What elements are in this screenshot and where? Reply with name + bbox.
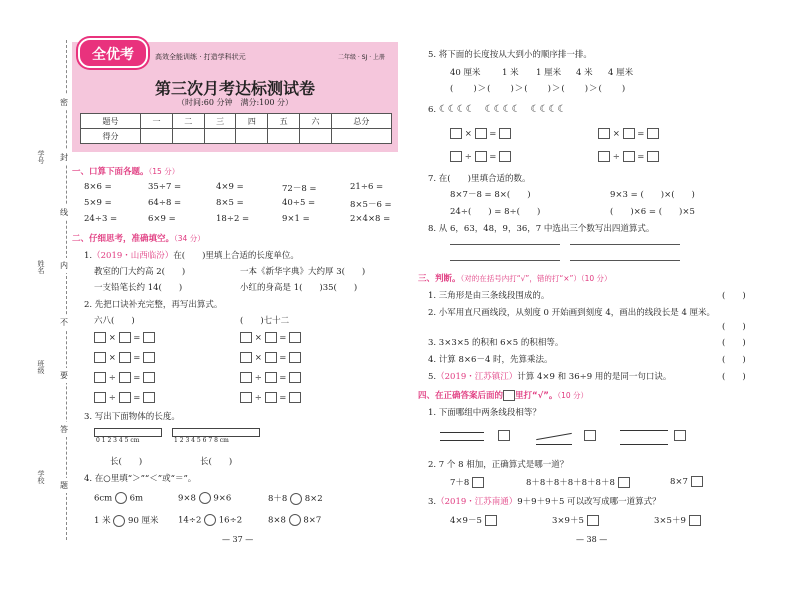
calc-item: 24÷3 =	[84, 214, 118, 224]
compare-right: 8×7	[303, 515, 322, 526]
fill-item: 小红的身高是 1( )35( )	[240, 283, 358, 293]
option-checkbox[interactable]	[618, 477, 630, 488]
question-2-4: 4. 在○里填“＞”“＜”或“＝”。	[84, 474, 197, 484]
compare-left: 9×8	[178, 493, 196, 504]
ruler-object-1	[94, 428, 162, 437]
judge-paren[interactable]: ( )	[722, 338, 746, 348]
page-number-left: — 37 —	[222, 535, 254, 544]
question-text: 9＋9＋9＋5 可以改写成哪一道算式？	[517, 497, 661, 507]
op: ×	[612, 129, 620, 139]
answer-box[interactable]	[265, 352, 277, 363]
option-checkbox[interactable]	[674, 430, 686, 441]
compare-left: 8＋8	[268, 494, 288, 504]
binding-char: 题	[60, 478, 68, 493]
judge-paren[interactable]: ( )	[722, 291, 746, 301]
op: =	[279, 333, 287, 343]
compare-right: 16÷2	[218, 515, 243, 526]
answer-box[interactable]	[289, 332, 301, 343]
answer-box[interactable]	[623, 128, 635, 139]
section-score: （10 分）	[557, 391, 589, 400]
ruler-scale: 1 2 3 4 5 6 7 8 cm	[174, 437, 229, 444]
compare-item	[94, 514, 159, 527]
op: =	[133, 353, 141, 363]
section-4-title	[418, 389, 588, 401]
op: ×	[464, 129, 472, 139]
compare-right: 90 厘米	[128, 516, 159, 526]
compare-left: 1 米	[94, 516, 111, 526]
calc-item: 8×5 =	[216, 198, 244, 208]
question-5: 5. 将下面的长度按从大到小的顺序排一排。	[428, 50, 592, 60]
answer-line[interactable]	[450, 244, 560, 245]
answer-box[interactable]	[143, 352, 155, 363]
question-2-1	[84, 249, 299, 261]
score-cell[interactable]	[300, 129, 332, 144]
answer-box[interactable]	[240, 332, 252, 343]
question-text: 计算 4×9 和 36÷9 用的是同一句口诀。	[517, 372, 672, 382]
option-text: 8＋8＋8＋8＋8＋8＋8	[526, 478, 615, 488]
fill-item: 一本《新华字典》大约厚 3( )	[240, 267, 366, 277]
question-number: 6.	[428, 105, 437, 115]
answer-box[interactable]	[265, 372, 277, 383]
section-1-title	[72, 165, 179, 177]
page-title: 第三次月考达标测试卷	[154, 79, 315, 98]
section-title-text: 四、在正确答案后面的	[418, 391, 504, 401]
box-equation	[94, 392, 155, 403]
op: ×	[108, 333, 116, 343]
ruler-object-2	[172, 428, 260, 437]
answer-box[interactable]	[143, 332, 155, 343]
judge-item: 3. 3×3×5 的积和 6×5 的积相等。	[428, 338, 564, 348]
score-cell[interactable]	[204, 129, 236, 144]
compare-circle[interactable]	[204, 514, 216, 526]
fill-item: 一支铅笔长约 14( )	[94, 283, 183, 293]
op: =	[133, 393, 141, 403]
answer-box[interactable]	[94, 352, 106, 363]
segment-b2	[536, 444, 572, 445]
score-header: 题号	[81, 114, 141, 129]
op: =	[133, 373, 141, 383]
op: ÷	[108, 393, 116, 403]
score-cell[interactable]	[172, 129, 204, 144]
question-6	[428, 100, 566, 115]
compare-right: 8×2	[304, 494, 323, 504]
box-equation	[94, 372, 155, 383]
calc-item: 9×1 =	[282, 214, 310, 224]
calc-item: 8×6 =	[84, 182, 112, 192]
calc-item: 64÷8 =	[148, 198, 182, 208]
op: =	[637, 152, 645, 162]
binding-char: 要	[60, 368, 68, 383]
score-cell[interactable]	[268, 129, 300, 144]
question-text: 在( )里填上合适的长度单位。	[173, 251, 299, 261]
compare-item	[268, 492, 323, 505]
section-3-title	[418, 272, 612, 284]
answer-box[interactable]	[119, 372, 131, 383]
length-item: 4 厘米	[608, 68, 634, 78]
calc-item: 4×9 =	[216, 182, 244, 192]
op: ×	[254, 333, 262, 343]
calc-item: 18÷2 =	[216, 214, 250, 224]
binding-char: 内	[60, 258, 68, 273]
section-title-text: 里打“√”。	[515, 391, 558, 401]
op: ×	[108, 353, 116, 363]
checkbox-icon	[503, 390, 515, 401]
judge-paren[interactable]: ( )	[722, 322, 746, 332]
box-equation	[240, 372, 301, 383]
answer-box[interactable]	[265, 332, 277, 343]
op: =	[279, 353, 287, 363]
option-text: 7＋8	[450, 478, 470, 488]
op: =	[279, 393, 287, 403]
chant-left: 六八( )	[94, 316, 135, 326]
box-equation	[94, 332, 155, 343]
option-text: 3×5＋9	[654, 516, 686, 526]
op: =	[133, 333, 141, 343]
chant-right: ( )七十二	[240, 316, 290, 326]
compare-item	[178, 514, 242, 526]
segment-b1	[536, 433, 572, 440]
question-4-3	[428, 495, 661, 507]
option-item	[654, 514, 701, 526]
option-checkbox[interactable]	[584, 430, 596, 441]
question-4-2: 2. 7 个 8 相加，正确算式是哪一道？	[428, 460, 569, 470]
binding-char: 线	[60, 205, 68, 220]
box-equation	[450, 128, 511, 139]
answer-box[interactable]	[499, 128, 511, 139]
compare-circle[interactable]	[113, 515, 125, 527]
answer-box[interactable]	[94, 332, 106, 343]
calc-item: 72－8 =	[282, 184, 317, 194]
fill-item: 24÷( ) = 8÷( )	[450, 207, 541, 217]
section-score: （15 分）	[148, 167, 180, 176]
calc-item: 2×4×8 =	[350, 214, 391, 224]
segment-c1	[620, 430, 668, 431]
binding-char: 封	[60, 150, 68, 165]
answer-box[interactable]	[450, 151, 462, 162]
score-header: 三	[204, 114, 236, 129]
box-equation	[94, 352, 155, 363]
answer-box[interactable]	[94, 372, 106, 383]
binding-char: 密	[60, 95, 68, 110]
ruler-scale: 0 1 2 3 4 5 cm	[96, 437, 140, 444]
question-number: 3.	[428, 497, 437, 507]
score-header: 一	[141, 114, 173, 129]
answer-box[interactable]	[240, 392, 252, 403]
length-item: 1 米	[502, 68, 519, 78]
score-header: 二	[172, 114, 204, 129]
answer-box[interactable]	[143, 372, 155, 383]
answer-box[interactable]	[240, 352, 252, 363]
box-equation	[450, 151, 511, 162]
segment-a2	[440, 440, 484, 441]
binding-margin	[0, 0, 70, 589]
score-cell[interactable]	[236, 129, 268, 144]
binding-char: 不	[60, 315, 68, 330]
section-title-text: 三、判断。	[418, 274, 461, 284]
fill-item: ( )×6 = ( )×5	[610, 207, 695, 217]
box-equation	[240, 352, 301, 363]
score-header: 六	[300, 114, 332, 129]
compare-circle[interactable]	[115, 492, 127, 504]
option-checkbox[interactable]	[587, 515, 599, 526]
section-score: （34 分）	[174, 234, 205, 243]
page-subtitle: （时间:60 分钟 满分:100 分）	[177, 98, 293, 107]
op: ÷	[108, 373, 116, 383]
op: =	[637, 129, 645, 139]
label-class: 班级	[37, 360, 45, 374]
question-number: 5.	[428, 372, 437, 382]
judge-item	[428, 370, 671, 382]
answer-box[interactable]	[289, 392, 301, 403]
compare-left: 8×8	[268, 515, 286, 526]
op: =	[489, 129, 497, 139]
order-blanks: ( )＞( )＞( )＞( )＞( )	[450, 84, 627, 94]
op: ÷	[464, 152, 472, 162]
fill-item: 9×3 = ( )×( )	[610, 190, 695, 200]
compare-left: 6cm	[94, 493, 113, 504]
length-item: 40 厘米	[450, 68, 481, 78]
answer-box[interactable]	[623, 151, 635, 162]
answer-box[interactable]	[647, 151, 659, 162]
score-cell[interactable]	[331, 129, 391, 144]
op: ÷	[612, 152, 620, 162]
score-table	[80, 113, 392, 144]
answer-box[interactable]	[475, 128, 487, 139]
score-cell[interactable]	[141, 129, 173, 144]
answer-box[interactable]	[143, 392, 155, 403]
op: ×	[254, 353, 262, 363]
question-2-3: 3. 写出下面物体的长度。	[84, 412, 180, 422]
brand-logo: 全优考	[78, 38, 148, 68]
op: ÷	[254, 393, 262, 403]
option-item	[552, 514, 599, 526]
answer-box[interactable]	[240, 372, 252, 383]
compare-item	[94, 492, 143, 504]
answer-box[interactable]	[598, 128, 610, 139]
fill-item: 8×7－8 = 8×( )	[450, 190, 531, 200]
question-4-1: 1. 下面哪组中两条线段相等？	[428, 408, 541, 418]
calc-item: 35÷7 =	[148, 182, 182, 192]
compare-right: 6m	[129, 493, 144, 504]
score-header: 总分	[331, 114, 391, 129]
label-school: 学校	[37, 470, 45, 484]
length-answer: 长( )	[200, 457, 233, 467]
op: ÷	[254, 373, 262, 383]
judge-paren[interactable]: ( )	[722, 355, 746, 365]
binding-char: 答	[60, 422, 68, 437]
box-equation	[598, 151, 659, 162]
section-title-text: 二、仔细思考，准确填空。	[72, 234, 175, 244]
calc-item: 8×5－6 =	[350, 200, 392, 210]
calc-item: 5×9 =	[84, 198, 112, 208]
compare-circle[interactable]	[289, 514, 301, 526]
compare-circle[interactable]	[290, 493, 302, 505]
question-number: 1.	[84, 251, 93, 261]
compare-left: 14÷2	[178, 515, 202, 526]
segment-a1	[440, 432, 484, 433]
calc-item: 40÷5 =	[282, 198, 316, 208]
answer-box[interactable]	[265, 392, 277, 403]
judge-item: 2. 小军用直尺画线段，从刻度 0 开始画到刻度 4，画出的线段长是 4 厘米。	[428, 308, 716, 318]
length-item: 1 厘米	[536, 68, 562, 78]
compare-item	[268, 514, 321, 526]
answer-box[interactable]	[119, 392, 131, 403]
length-item: 4 米	[576, 68, 593, 78]
calc-item: 21÷6 =	[350, 182, 384, 192]
box-equation	[240, 332, 301, 343]
score-header: 四	[236, 114, 268, 129]
section-2-title	[72, 232, 205, 244]
option-item	[450, 514, 497, 526]
segment-c2	[620, 444, 668, 445]
op: =	[279, 373, 287, 383]
calc-item: 6×9 =	[148, 214, 176, 224]
answer-box[interactable]	[450, 128, 462, 139]
option-item	[450, 476, 484, 488]
section-title-text: 一、口算下面各题。	[72, 167, 149, 177]
grade-label: 二年级 · SJ · 上册	[338, 54, 386, 61]
question-7: 7. 在( )里填合适的数。	[428, 174, 531, 184]
compare-circle[interactable]	[199, 492, 211, 504]
score-row-label: 得分	[81, 129, 141, 144]
fill-item: 教室的门大约高 2( )	[94, 267, 186, 277]
page-number-right: — 38 —	[576, 535, 608, 544]
answer-line[interactable]	[570, 260, 680, 261]
answer-box[interactable]	[119, 332, 131, 343]
answer-box[interactable]	[647, 128, 659, 139]
option-text: 4×9－5	[450, 516, 482, 526]
compare-item	[178, 492, 231, 504]
op: =	[489, 152, 497, 162]
answer-box[interactable]	[598, 151, 610, 162]
answer-box[interactable]	[94, 392, 106, 403]
answer-box[interactable]	[119, 352, 131, 363]
question-source: （2019・江苏镇江）	[436, 372, 518, 382]
box-equation	[240, 392, 301, 403]
judge-item: 1. 三角形是由三条线段围成的。	[428, 291, 550, 301]
compare-right: 9×6	[213, 493, 232, 504]
question-source: （2019・江苏南通）	[436, 497, 518, 507]
option-checkbox[interactable]	[691, 476, 703, 487]
option-text: 3×9＋5	[552, 516, 584, 526]
answer-line[interactable]	[450, 260, 560, 261]
judge-item: 4. 计算 8×6－4 时，先算乘法。	[428, 355, 553, 365]
box-equation	[598, 128, 659, 139]
option-checkbox[interactable]	[498, 430, 510, 441]
label-name: 姓名	[37, 260, 45, 274]
section-score: （对的在括号内打“√”，错的打“×”）（10 分）	[460, 274, 612, 283]
answer-line[interactable]	[570, 244, 680, 245]
judge-paren[interactable]: ( )	[722, 372, 746, 382]
label-student-id: 学号	[37, 150, 45, 164]
moon-icon: ☾☾☾☾ ☾☾☾☾ ☾☾☾☾	[438, 104, 567, 115]
question-2-2: 2. 先把口诀补充完整，再写出算式。	[84, 300, 223, 310]
option-item	[526, 476, 630, 488]
answer-box[interactable]	[289, 352, 301, 363]
answer-box[interactable]	[475, 151, 487, 162]
option-checkbox[interactable]	[472, 477, 484, 488]
binding-dashed-line	[66, 40, 67, 540]
option-checkbox[interactable]	[689, 515, 701, 526]
question-source: （2019・山西临汾）	[92, 251, 174, 261]
question-8: 8. 从 6，63，48，9，36，7 中选出三个数写出四道算式。	[428, 224, 655, 234]
length-answer: 长( )	[110, 457, 143, 467]
answer-box[interactable]	[499, 151, 511, 162]
answer-box[interactable]	[289, 372, 301, 383]
slogan: 高效全能训练 · 打造学科状元	[155, 53, 246, 61]
option-text: 8×7	[670, 477, 688, 487]
option-item	[670, 476, 703, 487]
option-checkbox[interactable]	[485, 515, 497, 526]
score-header: 五	[268, 114, 300, 129]
